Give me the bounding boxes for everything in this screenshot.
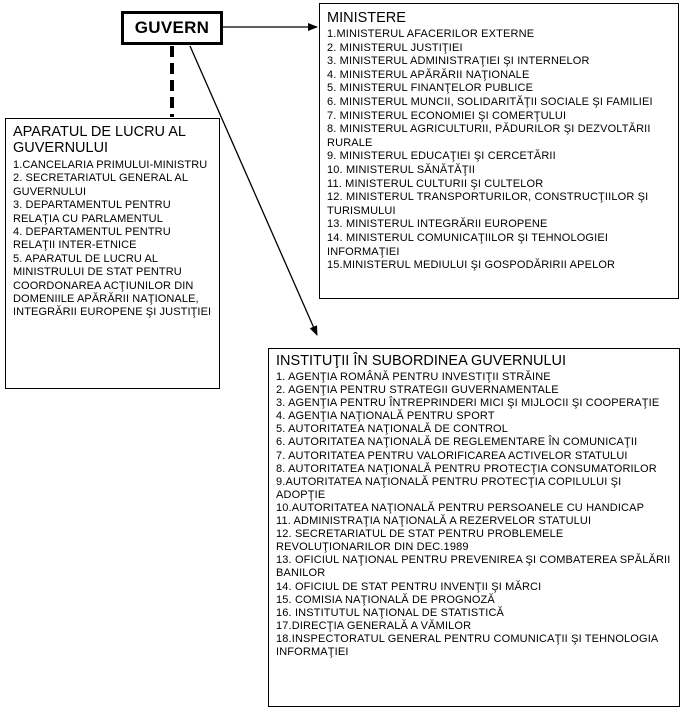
list-item: 2. AGENŢIA PENTRU STRATEGII GUVERNAMENTALE <box>276 384 559 397</box>
list-item: 1.CANCELARIA PRIMULUI-MINISTRU <box>13 159 208 171</box>
guvern-node <box>121 11 223 45</box>
ministere-node <box>319 3 679 299</box>
list-item: 4. DEPARTAMENTUL PENTRU RELAŢII INTER-ETNICE <box>13 226 171 252</box>
aparat-list <box>13 159 213 320</box>
list-item: 5. APARATUL DE LUCRU AL MINISTRULUI DE STAT PENTRU COORDONAREA ACŢIUNILOR DIN DOMENIILE APĂRĂRII NAŢIONALE, INTEGRĂRII EUROPENE ŞI JUSTIŢIEI <box>13 252 212 319</box>
list-item: 18.INSPECTORATUL GENERAL PENTRU COMUNICAŢII ŞI TEHNOLOGIA INFORMAŢIEI <box>276 632 658 658</box>
aparat-node <box>5 118 220 389</box>
list-item: 6. AUTORITATEA NAŢIONALĂ DE REGLEMENTARE ÎN COMUNICAŢII <box>276 436 638 449</box>
institutii-list <box>276 371 673 659</box>
list-item: 2. MINISTERUL JUSTIŢIEI <box>327 41 463 54</box>
list-item: 7. MINISTERUL ECONOMIEI ŞI COMERŢULUI <box>327 109 567 122</box>
list-item: 12. MINISTERUL TRANSPORTURILOR, CONSTRUCŢIILOR ŞI TURISMULUI <box>327 191 649 217</box>
list-item: 14. OFICIUL DE STAT PENTRU INVENŢII ŞI MĂRCI <box>276 580 542 593</box>
list-item: 15. COMISIA NAŢIONALĂ DE PROGNOZĂ <box>276 593 495 606</box>
ministere-title: MINISTERE <box>327 10 406 26</box>
guvern-label: GUVERN <box>134 18 210 37</box>
aparat-title: APARATUL DE LUCRU AL GUVERNULUI <box>13 124 186 156</box>
list-item: 3. MINISTERUL ADMINISTRAŢIEI ŞI INTERNELOR <box>327 55 590 68</box>
list-item: 7. AUTORITATEA PENTRU VALORIFICAREA ACTIVELOR STATULUI <box>276 449 628 462</box>
institutii-node <box>268 348 680 707</box>
list-item: 12. SECRETARIATUL DE STAT PENTRU PROBLEMELE REVOLUŢIONARILOR DIN DEC.1989 <box>276 528 564 554</box>
list-item: 10.AUTORITATEA NAŢIONALĂ PENTRU PERSOANELE CU HANDICAP <box>276 501 645 514</box>
institutii-title: INSTITUŢII ÎN SUBORDINEA GUVERNULUI <box>276 353 567 369</box>
list-item: 13. OFICIUL NAŢIONAL PENTRU PREVENIREA ŞI COMBATEREA SPĂLĂRII BANILOR <box>276 554 671 580</box>
ministere-list <box>327 28 672 273</box>
list-item: 17.DIRECŢIA GENERALĂ A VĂMILOR <box>276 619 472 632</box>
list-item: 15.MINISTERUL MEDIULUI ŞI GOSPODĂRIRII APELOR <box>327 259 616 272</box>
list-item: 6. MINISTERUL MUNCII, SOLIDARITĂŢII SOCIALE ŞI FAMILIEI <box>327 95 653 108</box>
list-item: 11. ADMINISTRAŢIA NAŢIONALĂ A REZERVELOR STATULUI <box>276 515 592 528</box>
list-item: 5. AUTORITATEA NAŢIONALĂ DE CONTROL <box>276 423 509 436</box>
list-item: 8. AUTORITATEA NAŢIONALĂ PENTRU PROTECŢIA CONSUMATORILOR <box>276 462 657 475</box>
list-item: 10. MINISTERUL SĂNĂTĂŢII <box>327 163 476 176</box>
list-item: 13. MINISTERUL INTEGRĂRII EUROPENE <box>327 218 548 231</box>
list-item: 9.AUTORITATEA NAŢIONALĂ PENTRU PROTECŢIA COPILULUI ŞI ADOPŢIE <box>276 475 622 501</box>
list-item: 8. MINISTERUL AGRICULTURII, PĂDURILOR ŞI DEZVOLTĂRII RURALE <box>327 123 651 149</box>
list-item: 2. SECRETARIATUL GENERAL AL GUVERNULUI <box>13 172 188 198</box>
list-item: 1. AGENŢIA ROMÂNĂ PENTRU INVESTIŢII STRĂINE <box>276 371 551 383</box>
list-item: 1.MINISTERUL AFACERILOR EXTERNE <box>327 28 535 40</box>
list-item: 11. MINISTERUL CULTURII ŞI CULTELOR <box>327 177 544 190</box>
list-item: 5. MINISTERUL FINANŢELOR PUBLICE <box>327 82 534 95</box>
list-item: 4. AGENŢIA NAŢIONALĂ PENTRU SPORT <box>276 410 495 423</box>
list-item: 3. DEPARTAMENTUL PENTRU RELAŢIA CU PARLAMENTUL <box>13 199 171 225</box>
list-item: 14. MINISTERUL COMUNICAŢIILOR ŞI TEHNOLOGIEI INFORMAŢIEI <box>327 231 609 258</box>
list-item: 3. AGENŢIA PENTRU ÎNTREPRINDERI MICI ŞI MIJLOCII ŞI COOPERAŢIE <box>276 397 660 410</box>
list-item: 4. MINISTERUL APĂRĂRII NAŢIONALE <box>327 68 530 81</box>
list-item: 9. MINISTERUL EDUCAŢIEI ŞI CERCETĂRII <box>327 150 556 163</box>
list-item: 16. INSTITUTUL NAŢIONAL DE STATISTICĂ <box>276 606 505 619</box>
